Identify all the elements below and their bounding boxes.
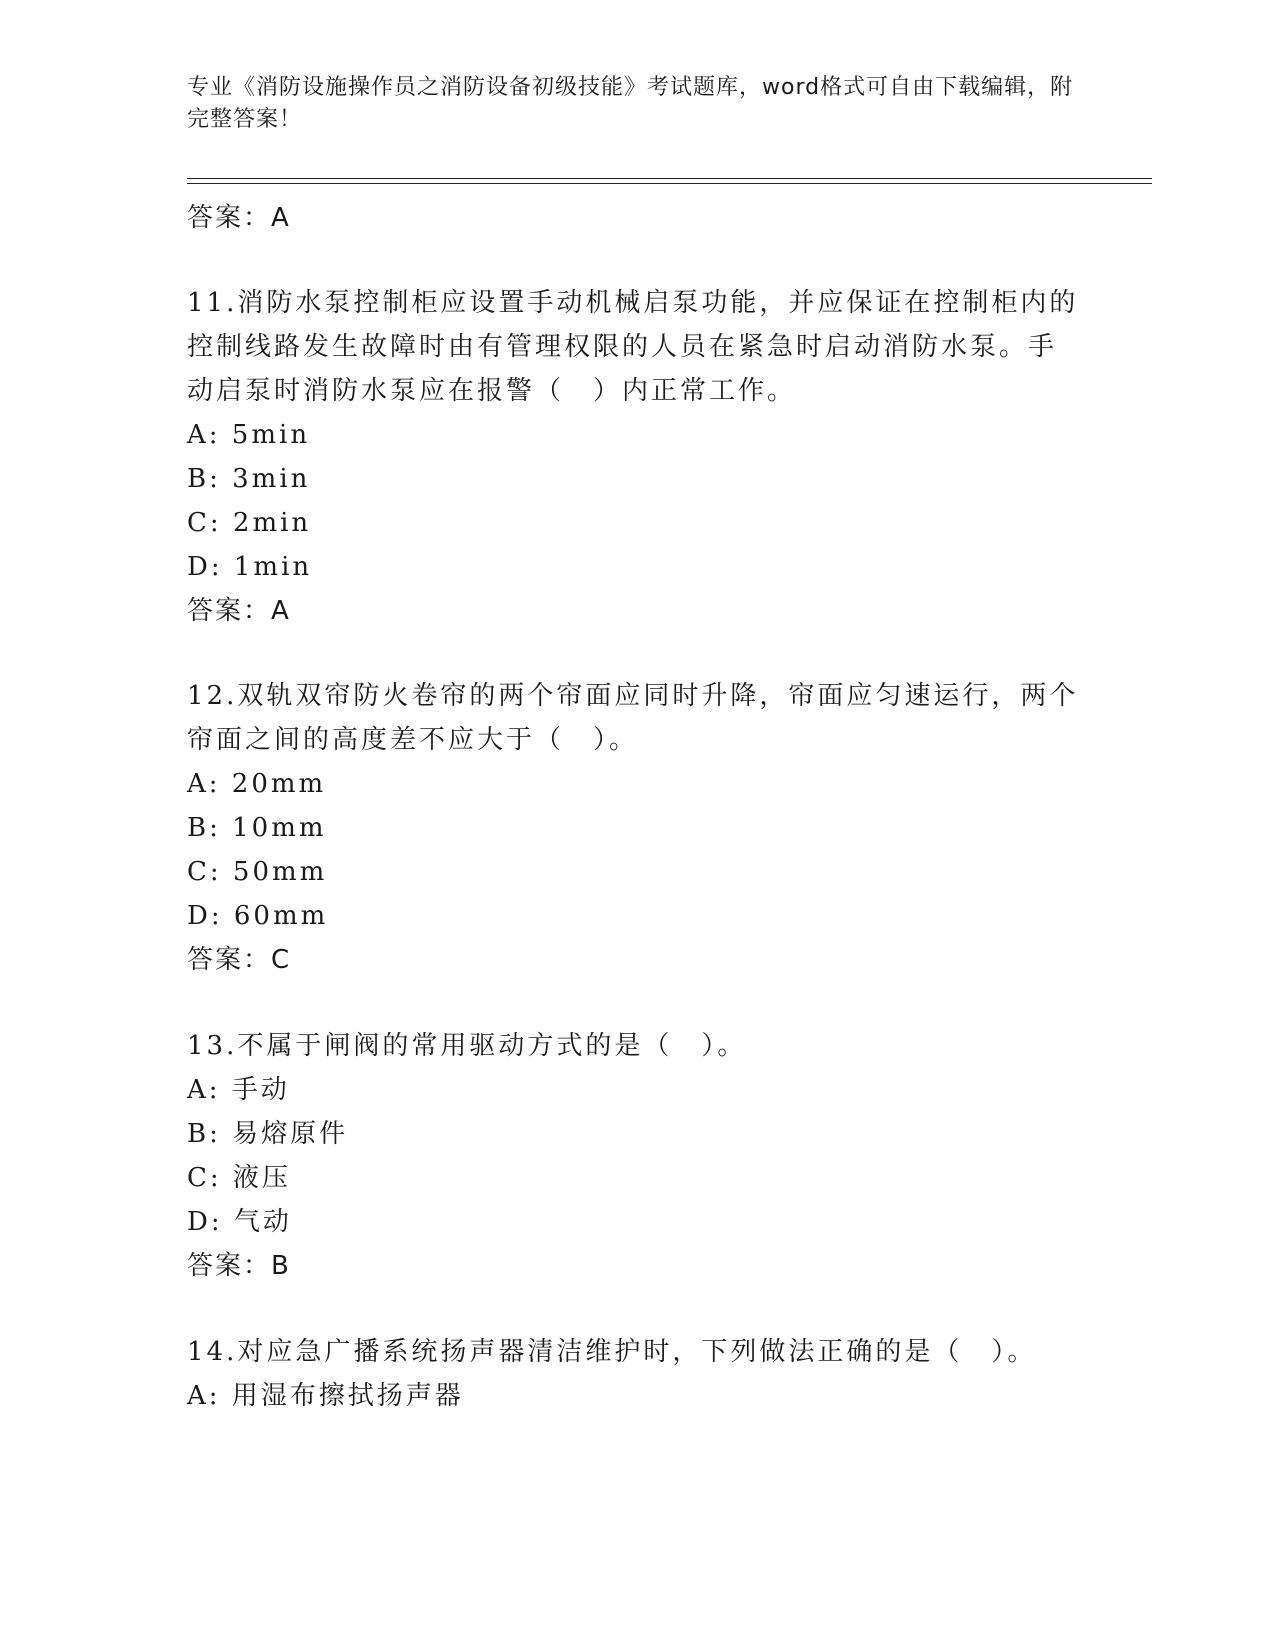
question-12-line-2: 帘面之间的高度差不应大于（ ）。 <box>187 725 639 755</box>
question-14-line-1: 14.对应急广播系统扬声器清洁维护时，下列做法正确的是（ ）。 <box>187 1337 1037 1367</box>
question-12-option-d: D: 60mm <box>187 901 329 931</box>
question-13-line-1: 13.不属于闸阀的常用驱动方式的是（ ）。 <box>187 1031 747 1061</box>
question-13-option-a: A: 手动 <box>187 1075 290 1105</box>
question-11-option-c: C: 2min <box>187 508 312 538</box>
question-12-option-c: C: 50mm <box>187 857 328 887</box>
question-12-option-a: A: 20mm <box>187 769 327 799</box>
header-divider-top <box>187 178 1152 179</box>
question-11-answer: 答案：A <box>187 596 291 626</box>
document-header: 专业《消防设施操作员之消防设备初级技能》考试题库，word格式可自由下载编辑，附完整答案！ <box>187 75 1074 132</box>
question-11-line-3: 动启泵时消防水泵应在报警（ ）内正常工作。 <box>187 376 797 406</box>
question-13-option-c: C: 液压 <box>187 1163 291 1193</box>
question-11-option-d: D: 1min <box>187 552 313 582</box>
question-12-answer: 答案：C <box>187 945 292 975</box>
answer-prev: 答案：A <box>187 203 291 233</box>
question-14-option-a: A: 用湿布擦拭扬声器 <box>187 1381 464 1411</box>
question-11-line-1: 11.消防水泵控制柜应设置手动机械启泵功能，并应保证在控制柜内的 <box>187 288 1079 318</box>
question-11-option-b: B: 3min <box>187 464 311 494</box>
question-12-line-1: 12.双轨双帘防火卷帘的两个帘面应同时升降，帘面应匀速运行，两个 <box>187 681 1079 711</box>
header-divider-bottom <box>187 183 1152 184</box>
question-13-answer: 答案：B <box>187 1251 291 1281</box>
question-13-option-d: D: 气动 <box>187 1207 292 1237</box>
question-13-option-b: B: 易熔原件 <box>187 1119 349 1149</box>
question-11-option-a: A: 5min <box>187 420 311 450</box>
question-11-line-2: 控制线路发生故障时由有管理权限的人员在紧急时启动消防水泵。手 <box>187 332 1058 362</box>
question-12-option-b: B: 10mm <box>187 813 327 843</box>
